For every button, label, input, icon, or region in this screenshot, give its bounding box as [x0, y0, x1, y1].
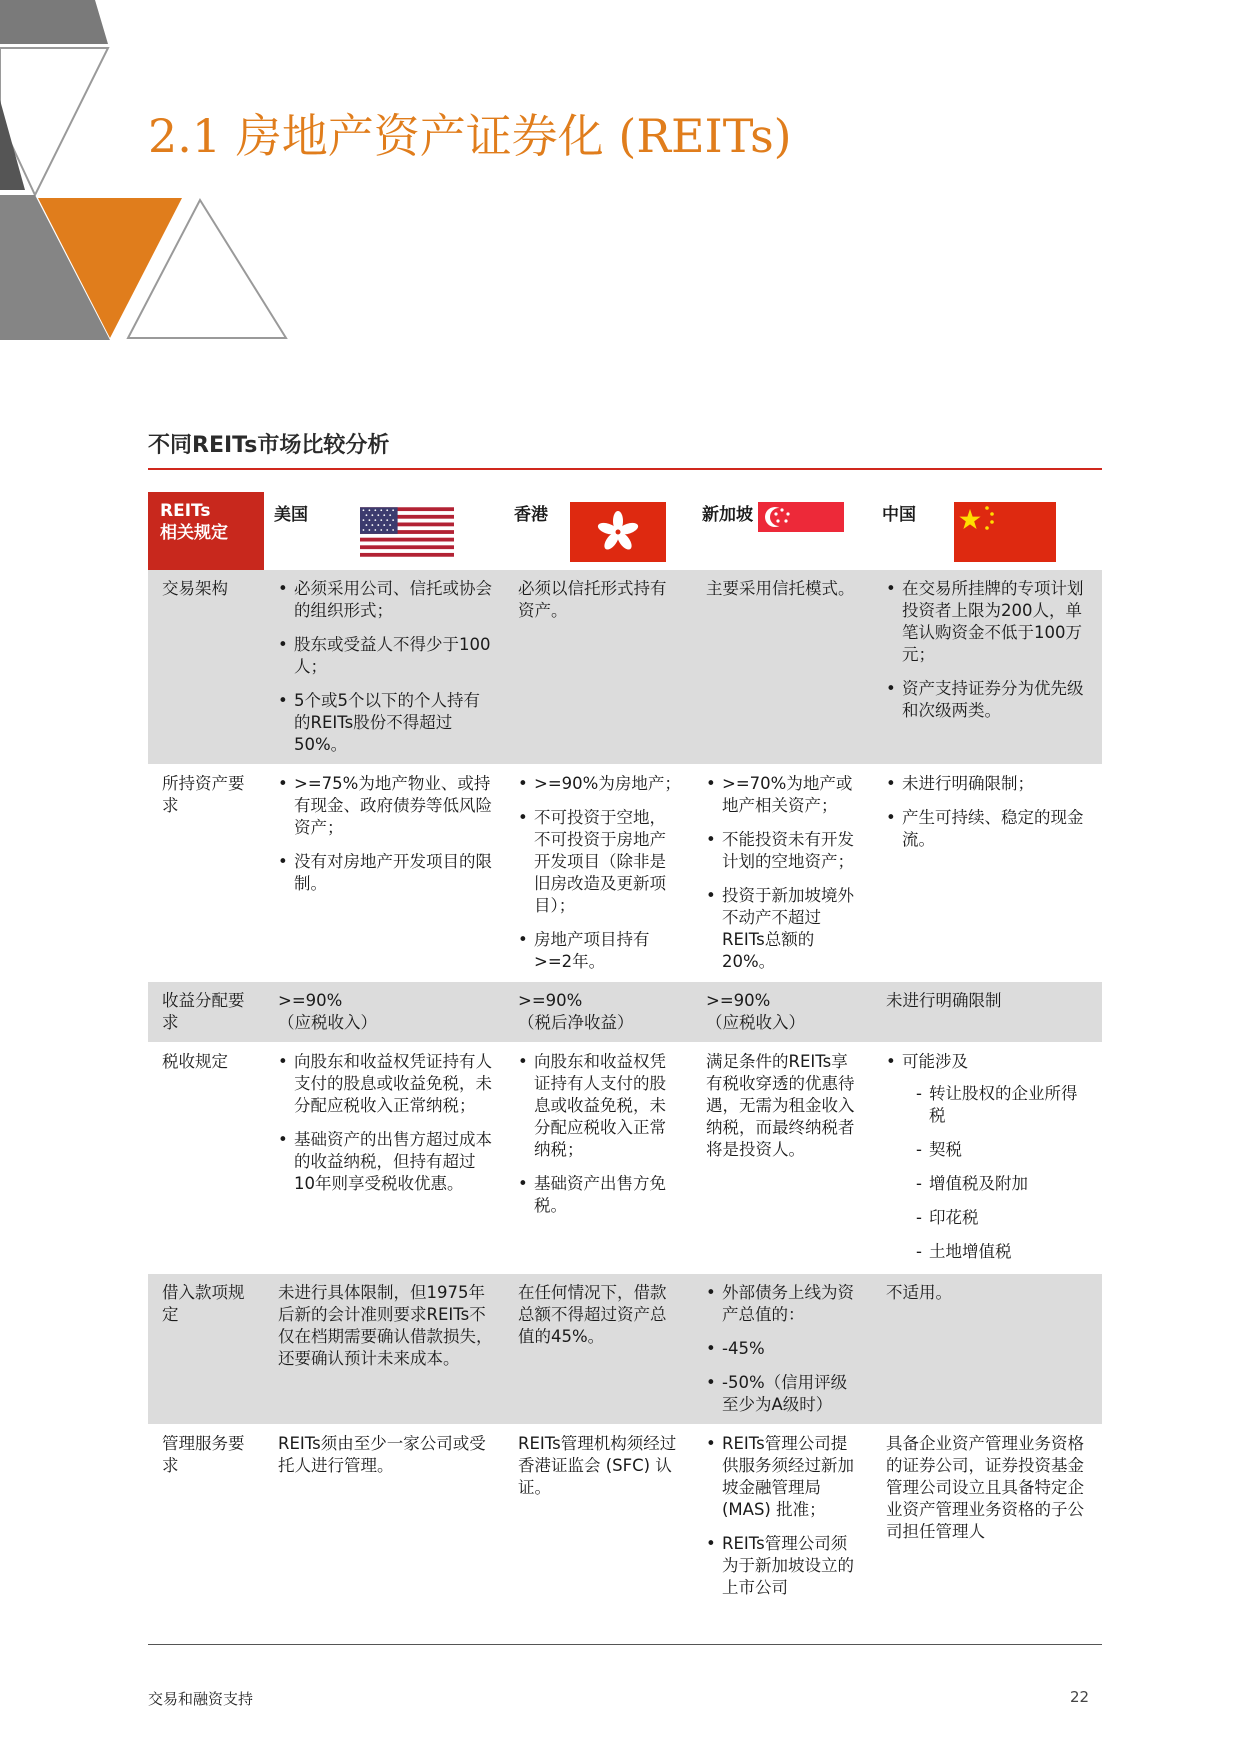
list-item: • 股东或受益人不得少于100人； [278, 634, 494, 678]
cell-hk: REITs管理机构须经过香港证监会 (SFC) 认证。 [504, 1425, 692, 1608]
cell-sg [692, 1425, 872, 1608]
country-header-sg [692, 492, 872, 570]
cell-sg [692, 1274, 872, 1425]
list-item: • 基础资产的出售方超过成本的收益纳税，但持有超过10年则享受税收优惠。 [278, 1129, 494, 1195]
country-name-sg: 新加坡 [702, 505, 753, 525]
list-item: • 5个或5个以下的个人持有的REITs股份不得超过50%。 [278, 690, 494, 756]
table-row [148, 982, 1102, 1043]
list-item: • -45% [706, 1338, 862, 1360]
list-item: • -50%（信用评级至少为A级时） [706, 1372, 862, 1416]
section-title: 不同REITs市场比较分析 [148, 433, 390, 458]
table-row [148, 1274, 1102, 1425]
cell-sg: 满足条件的REITs享有税收穿透的优惠待遇，无需为租金收入纳税，而最终纳税者将是投资人。 [692, 1043, 872, 1274]
us-flag-icon [360, 502, 454, 562]
list-item: • 向股东和收益权凭证持有人支付的股息或收益免税，未分配应税收入正常纳税； [278, 1051, 494, 1117]
bullet-list [278, 773, 494, 895]
section-divider [148, 468, 1102, 470]
list-item: - 增值税及附加 [916, 1173, 1092, 1195]
bullet-list [886, 773, 1092, 851]
row-label: 管理服务要求 [148, 1425, 264, 1608]
cell-hk: 必须以信托形式持有资产。 [504, 570, 692, 765]
row-label: 收益分配要求 [148, 982, 264, 1043]
table-header-row [148, 492, 1102, 570]
corner-header [148, 492, 264, 570]
footer-text: 交易和融资支持 [148, 1690, 254, 1708]
row-label: 所持资产要求 [148, 765, 264, 982]
list-item: - 转让股权的企业所得税 [916, 1083, 1092, 1127]
bullet-list [706, 773, 862, 973]
list-item: • REITs管理公司须为于新加坡设立的上市公司 [706, 1533, 862, 1599]
cell-us: REITs须由至少一家公司或受托人进行管理。 [264, 1425, 504, 1608]
list-item: • 没有对房地产开发项目的限制。 [278, 851, 494, 895]
page-title: 2.1 房地产资产证券化 (REITs) [148, 109, 792, 163]
country-header-hk [504, 492, 692, 570]
bullet-list [518, 773, 682, 973]
country-name-us: 美国 [274, 505, 308, 525]
row-label: 税收规定 [148, 1043, 264, 1274]
list-item: • 投资于新加坡境外不动产不超过REITs总额的20%。 [706, 885, 862, 973]
sg-flag-icon [758, 502, 844, 562]
cell-us: >=90% （应税收入） [264, 982, 504, 1043]
bullet-list [278, 1051, 494, 1195]
list-item: • >=70%为地产或地产相关资产； [706, 773, 862, 817]
cell-sg [692, 765, 872, 982]
hk-flag-icon [570, 502, 666, 562]
dash-list [916, 1083, 1092, 1263]
list-item: • 向股东和收益权凭证持有人支付的股息或收益免税，未分配应税收入正常纳税； [518, 1051, 682, 1161]
country-name-cn: 中国 [882, 505, 916, 525]
list-item: • 外部债务上线为资产总值的： [706, 1282, 862, 1326]
list-item: - 契税 [916, 1139, 1092, 1161]
cell-us: 未进行具体限制，但1975年后新的会计准则要求REITs不仅在档期需要确认借款损失，还要确认预计未来成本。 [264, 1274, 504, 1425]
cell-cn [872, 570, 1102, 765]
list-item: • >=75%为地产物业、或持有现金、政府债券等低风险资产； [278, 773, 494, 839]
list-item: • 必须采用公司、信托或协会的组织形式； [278, 578, 494, 622]
list-item: • 资产支持证券分为优先级和次级两类。 [886, 678, 1092, 722]
cell-hk [504, 765, 692, 982]
cell-hk [504, 1043, 692, 1274]
country-header-cn [872, 492, 1102, 570]
cell-us [264, 1043, 504, 1274]
reits-comparison-table [148, 492, 1102, 1608]
cell-cn: 未进行明确限制 [872, 982, 1102, 1043]
list-item: - 印花税 [916, 1207, 1092, 1229]
list-item-text: 可能涉及 [902, 1052, 968, 1071]
cn-flag-icon [954, 502, 1056, 562]
cell-cn [872, 765, 1102, 982]
list-item: • 房地产项目持有>=2年。 [518, 929, 682, 973]
list-item: • 未进行明确限制； [886, 773, 1092, 795]
decorative-triangles [0, 0, 300, 345]
footer-divider [148, 1644, 1102, 1645]
table-row [148, 1425, 1102, 1608]
bullet-list [706, 1433, 862, 1599]
cell-sg: 主要采用信托模式。 [692, 570, 872, 765]
list-item [886, 1051, 1092, 1263]
cell-hk: 在任何情况下，借款总额不得超过资产总值的45%。 [504, 1274, 692, 1425]
country-name-hk: 香港 [514, 505, 548, 525]
list-item: • 产生可持续、稳定的现金流。 [886, 807, 1092, 851]
cell-cn [872, 1043, 1102, 1274]
list-item: • >=90%为房地产； [518, 773, 682, 795]
country-header-us [264, 492, 504, 570]
table-row [148, 570, 1102, 765]
cell-us [264, 765, 504, 982]
cell-sg: >=90% （应税收入） [692, 982, 872, 1043]
bullet-list [518, 1051, 682, 1217]
cell-cn: 不适用。 [872, 1274, 1102, 1425]
bullet-list [278, 578, 494, 756]
list-item: • 不能投资未有开发计划的空地资产； [706, 829, 862, 873]
page-number: 22 [1070, 1688, 1090, 1706]
cell-cn: 具备企业资产管理业务资格的证券公司，证券投资基金管理公司设立且具备特定企业资产管理业务资格的子公司担任管理人 [872, 1425, 1102, 1608]
row-label: 交易架构 [148, 570, 264, 765]
list-item: • 在交易所挂牌的专项计划投资者上限为200人，单笔认购资金不低于100万元； [886, 578, 1092, 666]
row-label: 借入款项规定 [148, 1274, 264, 1425]
list-item: - 土地增值税 [916, 1241, 1092, 1263]
corner-header-text: REITs 相关规定 [160, 501, 228, 543]
table-row [148, 1043, 1102, 1274]
list-item: • 基础资产出售方免税。 [518, 1173, 682, 1217]
cell-hk: >=90% （税后净收益） [504, 982, 692, 1043]
bullet-list [886, 578, 1092, 722]
list-item: • 不可投资于空地，不可投资于房地产开发项目（除非是旧房改造及更新项目）； [518, 807, 682, 917]
table-row [148, 765, 1102, 982]
cell-us [264, 570, 504, 765]
list-item: • REITs管理公司提供服务须经过新加坡金融管理局 (MAS) 批准； [706, 1433, 862, 1521]
bullet-list [706, 1282, 862, 1416]
bullet-list [886, 1051, 1092, 1263]
